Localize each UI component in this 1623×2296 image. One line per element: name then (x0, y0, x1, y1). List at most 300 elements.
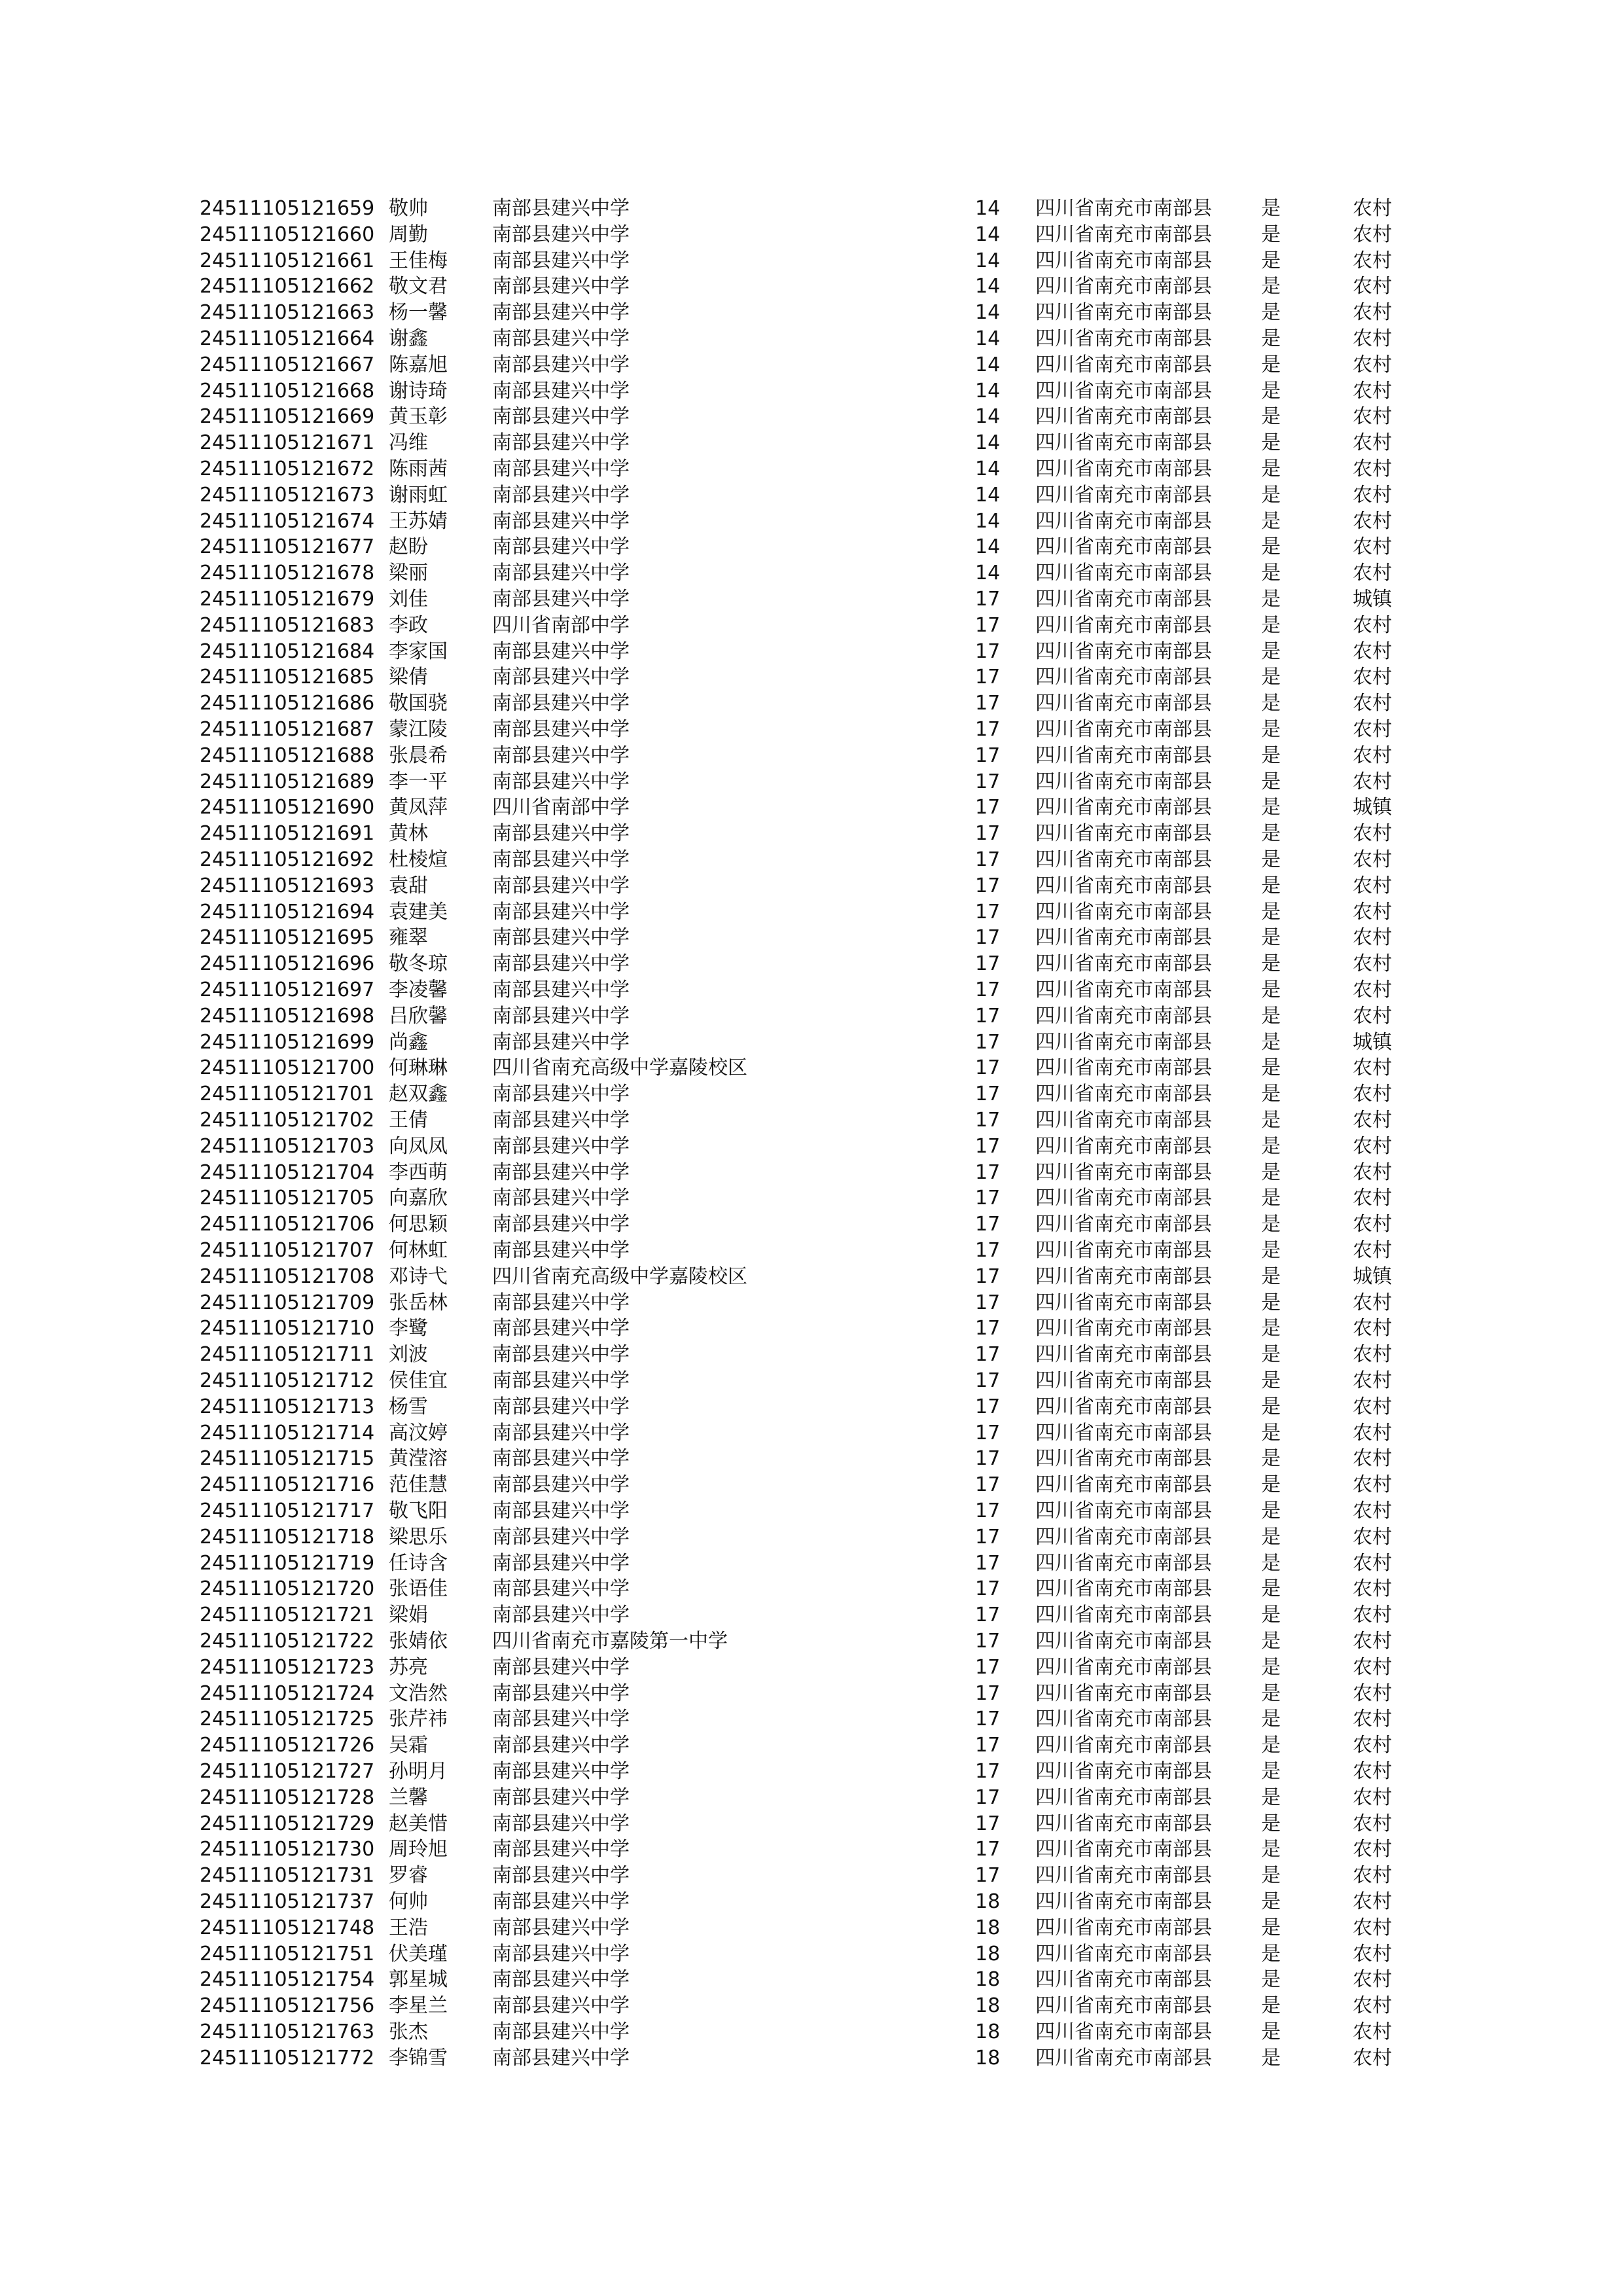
cell-area-type: 农村 (1353, 1239, 1392, 1262)
cell-flag: 是 (1261, 301, 1281, 325)
cell-name: 何林虹 (389, 1239, 448, 1262)
cell-exam-id: 24511105121686 (200, 692, 375, 715)
cell-code: 17 (975, 1499, 1001, 1522)
cell-region: 四川省南充市南部县 (1035, 431, 1212, 455)
cell-name: 吴霜 (389, 1734, 428, 1757)
table-row (0, 1837, 1623, 1863)
cell-exam-id: 24511105121679 (200, 588, 375, 611)
cell-code: 17 (975, 613, 1001, 637)
cell-region: 四川省南充市南部县 (1035, 1551, 1212, 1575)
cell-code: 17 (975, 1291, 1001, 1314)
cell-region: 四川省南充市南部县 (1035, 770, 1212, 793)
cell-exam-id: 24511105121667 (200, 353, 375, 376)
cell-flag: 是 (1261, 692, 1281, 715)
cell-name: 王佳梅 (389, 249, 448, 272)
cell-name: 谢诗琦 (389, 379, 448, 403)
cell-code: 17 (975, 1239, 1001, 1262)
cell-code: 17 (975, 1838, 1001, 1861)
cell-flag: 是 (1261, 1890, 1281, 1913)
cell-region: 四川省南充市南部县 (1035, 639, 1212, 663)
cell-school: 南部县建兴中学 (492, 1004, 630, 1028)
cell-region: 四川省南充市南部县 (1035, 1630, 1212, 1653)
table-row (0, 378, 1623, 404)
cell-area-type: 农村 (1353, 1343, 1392, 1367)
cell-name: 蒙江陵 (389, 718, 448, 741)
cell-name: 李家国 (389, 639, 448, 663)
table-row (0, 821, 1623, 847)
cell-school: 南部县建兴中学 (492, 249, 630, 272)
cell-exam-id: 24511105121728 (200, 1785, 375, 1809)
cell-school: 南部县建兴中学 (492, 1551, 630, 1575)
cell-area-type: 农村 (1353, 301, 1392, 325)
cell-exam-id: 24511105121691 (200, 822, 375, 846)
cell-name: 张岳林 (389, 1291, 448, 1314)
cell-region: 四川省南充市南部县 (1035, 1890, 1212, 1913)
cell-name: 敬帅 (389, 197, 428, 220)
cell-school: 南部县建兴中学 (492, 1655, 630, 1679)
cell-area-type: 农村 (1353, 666, 1392, 689)
cell-code: 17 (975, 1864, 1001, 1888)
cell-region: 四川省南充市南部县 (1035, 718, 1212, 741)
cell-name: 冯维 (389, 431, 428, 455)
cell-school: 南部县建兴中学 (492, 1838, 630, 1861)
cell-school: 南部县建兴中学 (492, 1604, 630, 1627)
cell-name: 李星兰 (389, 1994, 448, 2018)
cell-code: 17 (975, 1004, 1001, 1028)
cell-code: 14 (975, 457, 1001, 480)
cell-flag: 是 (1261, 562, 1281, 585)
cell-area-type: 农村 (1353, 613, 1392, 637)
cell-school: 南部县建兴中学 (492, 1968, 630, 1992)
cell-region: 四川省南充市南部县 (1035, 1109, 1212, 1132)
cell-region: 四川省南充市南部县 (1035, 1160, 1212, 1184)
cell-name: 李锦雪 (389, 2046, 448, 2070)
cell-exam-id: 24511105121708 (200, 1265, 375, 1288)
cell-school: 南部县建兴中学 (492, 431, 630, 455)
cell-exam-id: 24511105121712 (200, 1369, 375, 1392)
table-row (0, 1030, 1623, 1056)
cell-exam-id: 24511105121700 (200, 1056, 375, 1080)
cell-school: 南部县建兴中学 (492, 822, 630, 846)
cell-school: 南部县建兴中学 (492, 900, 630, 924)
table-row (0, 1498, 1623, 1524)
cell-code: 17 (975, 1187, 1001, 1210)
cell-exam-id: 24511105121709 (200, 1291, 375, 1314)
cell-area-type: 农村 (1353, 535, 1392, 559)
cell-flag: 是 (1261, 1056, 1281, 1080)
cell-region: 四川省南充市南部县 (1035, 1812, 1212, 1835)
cell-flag: 是 (1261, 1369, 1281, 1392)
cell-name: 赵盼 (389, 535, 428, 559)
cell-area-type: 农村 (1353, 327, 1392, 350)
cell-school: 南部县建兴中学 (492, 1160, 630, 1184)
cell-flag: 是 (1261, 848, 1281, 871)
table-row (0, 274, 1623, 300)
cell-name: 罗睿 (389, 1864, 428, 1888)
cell-name: 张晨希 (389, 744, 448, 767)
cell-school: 南部县建兴中学 (492, 197, 630, 220)
cell-name: 黄林 (389, 822, 428, 846)
cell-school: 南部县建兴中学 (492, 562, 630, 585)
cell-exam-id: 24511105121730 (200, 1838, 375, 1861)
cell-name: 梁娟 (389, 1604, 428, 1627)
cell-flag: 是 (1261, 926, 1281, 950)
cell-code: 14 (975, 249, 1001, 272)
cell-school: 南部县建兴中学 (492, 1577, 630, 1601)
cell-region: 四川省南充市南部县 (1035, 692, 1212, 715)
cell-flag: 是 (1261, 1864, 1281, 1888)
cell-exam-id: 24511105121693 (200, 874, 375, 897)
cell-flag: 是 (1261, 1785, 1281, 1809)
cell-code: 18 (975, 1994, 1001, 2018)
cell-flag: 是 (1261, 1655, 1281, 1679)
cell-exam-id: 24511105121659 (200, 197, 375, 220)
cell-exam-id: 24511105121669 (200, 405, 375, 429)
cell-area-type: 农村 (1353, 562, 1392, 585)
cell-code: 18 (975, 2046, 1001, 2070)
cell-flag: 是 (1261, 1734, 1281, 1757)
cell-region: 四川省南充市南部县 (1035, 1916, 1212, 1939)
cell-exam-id: 24511105121748 (200, 1916, 375, 1939)
cell-region: 四川省南充市南部县 (1035, 1760, 1212, 1783)
cell-region: 四川省南充市南部县 (1035, 275, 1212, 298)
cell-flag: 是 (1261, 275, 1281, 298)
cell-exam-id: 24511105121772 (200, 2046, 375, 2070)
cell-school: 南部县建兴中学 (492, 1109, 630, 1132)
table-row (0, 639, 1623, 665)
cell-name: 孙明月 (389, 1760, 448, 1783)
cell-exam-id: 24511105121696 (200, 952, 375, 976)
cell-code: 17 (975, 1447, 1001, 1471)
cell-area-type: 农村 (1353, 1499, 1392, 1522)
cell-region: 四川省南充市南部县 (1035, 1525, 1212, 1549)
cell-exam-id: 24511105121705 (200, 1187, 375, 1210)
cell-area-type: 农村 (1353, 1916, 1392, 1939)
cell-area-type: 农村 (1353, 952, 1392, 976)
table-row (0, 1655, 1623, 1681)
cell-code: 17 (975, 1473, 1001, 1497)
cell-region: 四川省南充市南部县 (1035, 249, 1212, 272)
cell-code: 17 (975, 1708, 1001, 1731)
cell-region: 四川省南充市南部县 (1035, 1604, 1212, 1627)
cell-school: 南部县建兴中学 (492, 509, 630, 533)
table-row (0, 430, 1623, 456)
cell-region: 四川省南充市南部县 (1035, 744, 1212, 767)
cell-area-type: 农村 (1353, 770, 1392, 793)
cell-school: 南部县建兴中学 (492, 692, 630, 715)
cell-exam-id: 24511105121662 (200, 275, 375, 298)
cell-name: 文浩然 (389, 1681, 448, 1705)
cell-area-type: 农村 (1353, 1525, 1392, 1549)
table-row (0, 1081, 1623, 1107)
cell-exam-id: 24511105121718 (200, 1525, 375, 1549)
cell-region: 四川省南充市南部县 (1035, 2046, 1212, 2070)
cell-code: 17 (975, 796, 1001, 819)
cell-code: 17 (975, 1734, 1001, 1757)
cell-exam-id: 24511105121714 (200, 1421, 375, 1444)
cell-code: 14 (975, 405, 1001, 429)
table-row (0, 1915, 1623, 1941)
cell-code: 17 (975, 1785, 1001, 1809)
cell-region: 四川省南充市南部县 (1035, 796, 1212, 819)
table-row (0, 482, 1623, 509)
cell-exam-id: 24511105121724 (200, 1681, 375, 1705)
cell-code: 17 (975, 1577, 1001, 1601)
cell-name: 梁倩 (389, 666, 428, 689)
cell-flag: 是 (1261, 822, 1281, 846)
cell-school: 南部县建兴中学 (492, 275, 630, 298)
cell-exam-id: 24511105121698 (200, 1004, 375, 1028)
cell-name: 尚鑫 (389, 1030, 428, 1054)
table-row (0, 743, 1623, 769)
cell-area-type: 农村 (1353, 848, 1392, 871)
cell-region: 四川省南充市南部县 (1035, 301, 1212, 325)
cell-region: 四川省南充市南部县 (1035, 1083, 1212, 1106)
cell-school: 南部县建兴中学 (492, 483, 630, 507)
cell-region: 四川省南充市南部县 (1035, 952, 1212, 976)
cell-area-type: 农村 (1353, 1447, 1392, 1471)
cell-area-type: 城镇 (1353, 1030, 1392, 1054)
cell-flag: 是 (1261, 1838, 1281, 1861)
cell-school: 南部县建兴中学 (492, 379, 630, 403)
cell-area-type: 农村 (1353, 1213, 1392, 1236)
cell-exam-id: 24511105121694 (200, 900, 375, 924)
cell-region: 四川省南充市南部县 (1035, 978, 1212, 1001)
cell-region: 四川省南充市南部县 (1035, 2020, 1212, 2043)
cell-area-type: 农村 (1353, 1317, 1392, 1340)
cell-name: 向嘉欣 (389, 1187, 448, 1210)
cell-code: 17 (975, 770, 1001, 793)
cell-flag: 是 (1261, 1760, 1281, 1783)
cell-name: 敬文君 (389, 275, 448, 298)
cell-flag: 是 (1261, 1942, 1281, 1965)
cell-code: 17 (975, 1760, 1001, 1783)
cell-school: 南部县建兴中学 (492, 535, 630, 559)
cell-school: 南部县建兴中学 (492, 1317, 630, 1340)
cell-exam-id: 24511105121763 (200, 2020, 375, 2043)
cell-area-type: 城镇 (1353, 796, 1392, 819)
cell-region: 四川省南充市南部县 (1035, 1655, 1212, 1679)
cell-code: 17 (975, 1369, 1001, 1392)
cell-exam-id: 24511105121720 (200, 1577, 375, 1601)
cell-code: 17 (975, 692, 1001, 715)
cell-school: 南部县建兴中学 (492, 1760, 630, 1783)
cell-area-type: 农村 (1353, 197, 1392, 220)
cell-school: 南部县建兴中学 (492, 327, 630, 350)
cell-name: 何思颖 (389, 1213, 448, 1236)
table-row (0, 1107, 1623, 1134)
table-row (0, 2045, 1623, 2072)
cell-name: 黄滢溶 (389, 1447, 448, 1471)
cell-name: 张芹祎 (389, 1708, 448, 1731)
cell-name: 侯佳宜 (389, 1369, 448, 1392)
cell-school: 南部县建兴中学 (492, 1187, 630, 1210)
cell-name: 苏亮 (389, 1655, 428, 1679)
cell-flag: 是 (1261, 1968, 1281, 1992)
cell-school: 南部县建兴中学 (492, 2020, 630, 2043)
cell-school: 四川省南充高级中学嘉陵校区 (492, 1056, 747, 1080)
cell-area-type: 农村 (1353, 1056, 1392, 1080)
cell-name: 谢鑫 (389, 327, 428, 350)
cell-code: 14 (975, 327, 1001, 350)
cell-code: 17 (975, 874, 1001, 897)
cell-name: 王倩 (389, 1109, 428, 1132)
cell-exam-id: 24511105121756 (200, 1994, 375, 2018)
cell-name: 郭星城 (389, 1968, 448, 1992)
table-row (0, 1889, 1623, 1915)
cell-area-type: 农村 (1353, 822, 1392, 846)
cell-code: 17 (975, 744, 1001, 767)
cell-name: 向凤凤 (389, 1134, 448, 1158)
cell-school: 南部县建兴中学 (492, 405, 630, 429)
cell-region: 四川省南充市南部县 (1035, 822, 1212, 846)
cell-code: 14 (975, 379, 1001, 403)
cell-name: 雍翠 (389, 926, 428, 950)
cell-exam-id: 24511105121690 (200, 796, 375, 819)
cell-name: 李一平 (389, 770, 448, 793)
table-row (0, 300, 1623, 326)
cell-area-type: 农村 (1353, 639, 1392, 663)
cell-flag: 是 (1261, 1473, 1281, 1497)
table-row (0, 456, 1623, 482)
cell-area-type: 农村 (1353, 1942, 1392, 1965)
cell-area-type: 农村 (1353, 1708, 1392, 1731)
cell-flag: 是 (1261, 1317, 1281, 1340)
cell-flag: 是 (1261, 2020, 1281, 2043)
cell-school: 南部县建兴中学 (492, 1421, 630, 1444)
cell-name: 周勤 (389, 223, 428, 246)
table-row (0, 1003, 1623, 1030)
cell-school: 南部县建兴中学 (492, 1734, 630, 1757)
cell-region: 四川省南充市南部县 (1035, 509, 1212, 533)
table-row (0, 613, 1623, 639)
cell-school: 南部县建兴中学 (492, 1395, 630, 1418)
cell-area-type: 农村 (1353, 692, 1392, 715)
cell-exam-id: 24511105121685 (200, 666, 375, 689)
table-row (0, 534, 1623, 560)
cell-code: 17 (975, 1317, 1001, 1340)
cell-code: 18 (975, 1916, 1001, 1939)
cell-exam-id: 24511105121717 (200, 1499, 375, 1522)
cell-school: 南部县建兴中学 (492, 1083, 630, 1106)
cell-flag: 是 (1261, 1630, 1281, 1653)
cell-code: 17 (975, 1604, 1001, 1627)
cell-flag: 是 (1261, 1447, 1281, 1471)
cell-school: 南部县建兴中学 (492, 1785, 630, 1809)
cell-region: 四川省南充市南部县 (1035, 1291, 1212, 1314)
cell-flag: 是 (1261, 483, 1281, 507)
cell-name: 陈雨茜 (389, 457, 448, 480)
cell-area-type: 农村 (1353, 1760, 1392, 1783)
cell-exam-id: 24511105121673 (200, 483, 375, 507)
cell-flag: 是 (1261, 978, 1281, 1001)
cell-flag: 是 (1261, 874, 1281, 897)
table-row (0, 1551, 1623, 1577)
cell-name: 李政 (389, 613, 428, 637)
cell-code: 17 (975, 1083, 1001, 1106)
cell-area-type: 农村 (1353, 1083, 1392, 1106)
table-row (0, 873, 1623, 899)
cell-area-type: 农村 (1353, 900, 1392, 924)
cell-area-type: 农村 (1353, 1187, 1392, 1210)
cell-area-type: 农村 (1353, 1968, 1392, 1992)
cell-name: 陈嘉旭 (389, 353, 448, 376)
cell-area-type: 农村 (1353, 1812, 1392, 1835)
cell-area-type: 农村 (1353, 1994, 1392, 2018)
cell-school: 南部县建兴中学 (492, 1343, 630, 1367)
table-row (0, 1420, 1623, 1446)
cell-school: 南部县建兴中学 (492, 1213, 630, 1236)
cell-school: 南部县建兴中学 (492, 1812, 630, 1835)
cell-area-type: 农村 (1353, 1395, 1392, 1418)
cell-school: 南部县建兴中学 (492, 1447, 630, 1471)
cell-code: 17 (975, 1630, 1001, 1653)
table-row (0, 1342, 1623, 1368)
cell-region: 四川省南充市南部县 (1035, 926, 1212, 950)
table-row (0, 691, 1623, 717)
cell-code: 14 (975, 223, 1001, 246)
cell-flag: 是 (1261, 1004, 1281, 1028)
cell-area-type: 农村 (1353, 249, 1392, 272)
cell-name: 刘波 (389, 1343, 428, 1367)
cell-name: 黄玉彰 (389, 405, 448, 429)
cell-area-type: 农村 (1353, 1134, 1392, 1158)
table-row (0, 1316, 1623, 1342)
cell-flag: 是 (1261, 379, 1281, 403)
cell-flag: 是 (1261, 431, 1281, 455)
cell-flag: 是 (1261, 1213, 1281, 1236)
cell-region: 四川省南充市南部县 (1035, 1004, 1212, 1028)
cell-exam-id: 24511105121699 (200, 1030, 375, 1054)
cell-region: 四川省南充市南部县 (1035, 1447, 1212, 1471)
cell-exam-id: 24511105121695 (200, 926, 375, 950)
cell-school: 南部县建兴中学 (492, 1708, 630, 1731)
cell-exam-id: 24511105121719 (200, 1551, 375, 1575)
cell-flag: 是 (1261, 223, 1281, 246)
cell-code: 18 (975, 1890, 1001, 1913)
cell-flag: 是 (1261, 1291, 1281, 1314)
table-row (0, 951, 1623, 977)
cell-exam-id: 24511105121703 (200, 1134, 375, 1158)
cell-code: 14 (975, 197, 1001, 220)
table-row (0, 509, 1623, 535)
table-row (0, 1134, 1623, 1160)
cell-region: 四川省南充市南部县 (1035, 1994, 1212, 2018)
cell-area-type: 农村 (1353, 223, 1392, 246)
table-row (0, 1706, 1623, 1732)
cell-region: 四川省南充市南部县 (1035, 379, 1212, 403)
cell-exam-id: 24511105121706 (200, 1213, 375, 1236)
cell-area-type: 农村 (1353, 405, 1392, 429)
cell-region: 四川省南充市南部县 (1035, 562, 1212, 585)
cell-code: 14 (975, 353, 1001, 376)
cell-area-type: 城镇 (1353, 1265, 1392, 1288)
cell-area-type: 农村 (1353, 718, 1392, 741)
cell-exam-id: 24511105121713 (200, 1395, 375, 1418)
cell-school: 南部县建兴中学 (492, 666, 630, 689)
cell-flag: 是 (1261, 1604, 1281, 1627)
table-row (0, 1681, 1623, 1707)
cell-exam-id: 24511105121687 (200, 718, 375, 741)
cell-area-type: 农村 (1353, 1734, 1392, 1757)
cell-region: 四川省南充市南部县 (1035, 900, 1212, 924)
cell-area-type: 农村 (1353, 1160, 1392, 1184)
cell-code: 17 (975, 639, 1001, 663)
cell-school: 南部县建兴中学 (492, 1239, 630, 1262)
cell-flag: 是 (1261, 405, 1281, 429)
table-row (0, 404, 1623, 430)
cell-school: 南部县建兴中学 (492, 1030, 630, 1054)
